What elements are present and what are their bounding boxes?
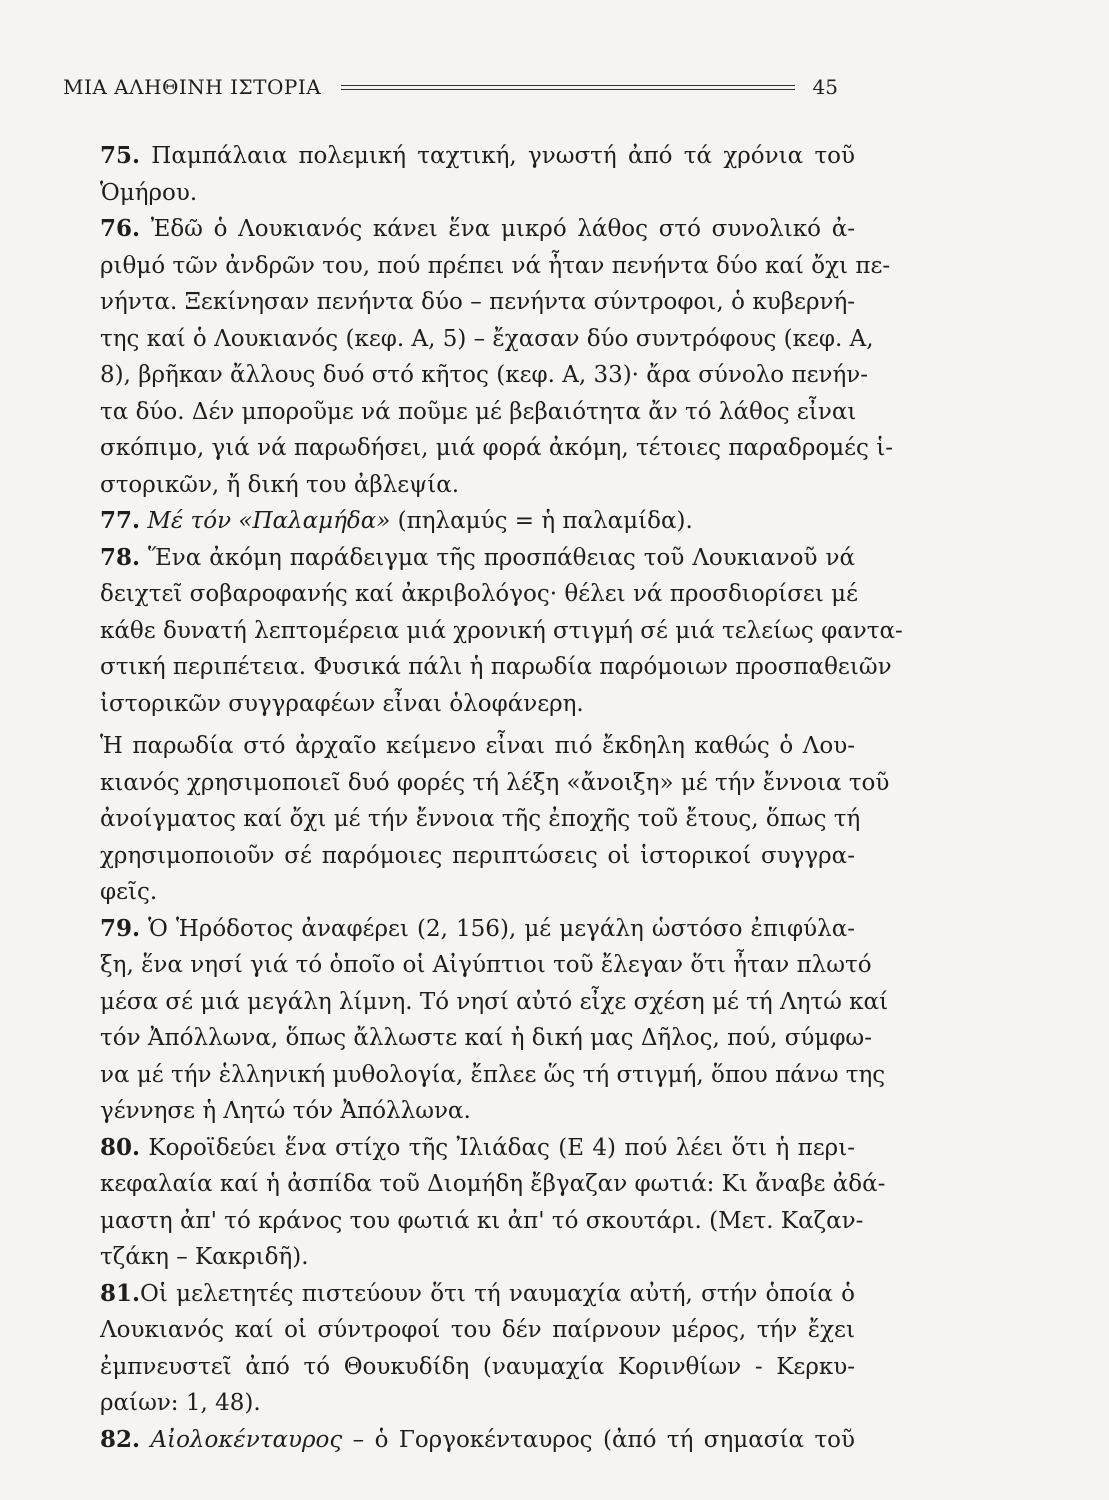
note-75-line-2: Ὁμήρου. [100,179,198,206]
note-75-line-1: 75. Παμπάλαια πολεμική ταχτική, γνωστή ἀπό τά χρόνια τοῦ [100,142,855,169]
note-number: 80. [100,1133,141,1161]
note-79-line-4: τόν Ἀπόλλωνα, ὅπως ἄλλωστε καί ἡ δική μας Δῆλος, πού, σύμφω- [100,1025,872,1051]
note-76-line-1: 76. Ἐδῶ ὁ Λουκιανός κάνει ἕνα μικρό λάθος στό συνολικό ἀ- [100,215,855,242]
note-76-line-3: νήντα. Ξεκίνησαν πενήντα δύο – πενήντα σύντροφοι, ὁ κυβερνή- [100,289,855,315]
note-78-line-5: ἱστορικῶν συγγραφέων εἶναι ὁλοφάνερη. [100,690,584,717]
note-78-p2-line-4: χρησιμοποιοῦν σέ παρόμοιες περιπτώσεις οἱ ἱστορικοί συγγρα- [100,842,855,869]
note-77-line-1: 77. Μέ τόν «Παλαμήδα» (πηλαμύς = ἡ παλαμίδα). [100,507,693,534]
note-78-p2-line-1: Ἡ παρωδία στό ἀρχαῖο κείμενο εἶναι πιό ἔκδηλη καθώς ὁ Λου- [100,733,855,759]
note-80-line-3: μαστη ἀπ' τό κράνος του φωτιά κι ἀπ' τό σκουτάρι. (Μετ. Καζαν- [100,1207,864,1234]
note-80-line-2: κεφαλαία καί ἡ ἀσπίδα τοῦ Διομήδη ἔβγαζαν φωτιά: Κι ἄναβε ἀδά- [100,1171,886,1197]
note-80-line-4: τζάκη – Κακριδῆ). [100,1244,309,1270]
note-80-line-1: 80. Κοροϊδεύει ἕνα στίχο τῆς Ἰλιάδας (Ε 4) πού λέει ὅτι ἡ περι- [100,1133,855,1161]
note-78-p2-line-3: ἀνοίγματος καί ὄχι μέ τήν ἔννοια τῆς ἐποχῆς τοῦ ἔτους, ὅπως τή [100,806,861,832]
note-78-line-2: δειχτεῖ σοβαροφανής καί ἀκριβολόγος· θέλει νά προσδιορίσει μέ [100,581,859,607]
note-82-italic: Αἰολοκένταυρος [140,1426,343,1453]
note-79-line-5: να μέ τήν ἑλληνική μυθολογία, ἔπλεε ὥς τή στιγμή, ὅπου πάνω της [100,1061,886,1088]
note-number: 77. [100,507,141,534]
notes-body [100,138,903,1458]
note-81-line-2: Λουκιανός καί οἱ σύντροφοί του δέν παίρνουν μέρος, τήν ἔχει [100,1317,855,1343]
note-number: 76. [100,215,141,242]
note-number: 79. [100,914,141,942]
note-81-line-4: ραίων: 1, 48). [100,1390,261,1416]
note-78-line-4: στική περιπέτεια. Φυσικά πάλι ἡ παρωδία παρόμοιων προσπαθειῶν [100,654,892,680]
note-76-line-4: της καί ὁ Λουκιανός (κεφ. Α, 5) – ἔχασαν δύο συντρόφους (κεφ. Α, [100,325,874,352]
note-76-line-7: σκόπιμο, γιά νά παρωδήσει, μιά φορά ἀκόμη, τέτοιες παραδρομές ἱ- [100,435,894,461]
note-78-p2-line-5: φεῖς. [100,879,158,905]
note-78-line-1: 78. Ἕνα ἀκόμη παράδειγμα τῆς προσπάθειας τοῦ Λουκιανοῦ νά [100,543,855,571]
note-81-line-1: 81.Οἱ μελετητές πιστεύουν ὅτι τή ναυμαχία αὐτή, στήν ὁποία ὁ [100,1279,855,1307]
running-header [63,72,838,102]
note-number: 78. [100,543,141,571]
header-rule [341,85,794,90]
note-number: 82. [100,1425,141,1453]
note-79-line-6: γέννησε ἡ Λητώ τόν Ἀπόλλωνα. [100,1098,471,1124]
note-76-line-2: ριθμό τῶν ἀνδρῶν του, πού πρέπει νά ἦταν πενήντα δύο καί ὄχι πε- [100,252,891,279]
note-76-line-5: 8), βρῆκαν ἄλλους δυό στό κῆτος (κεφ. Α, 33)· ἄρα σύνολο πενήν- [100,362,868,388]
note-77-italic: Μέ τόν «Παλαμήδα» [140,508,391,534]
note-79-line-3: μέσα σέ μιά μεγάλη λίμνη. Τό νησί αὐτό εἶχε σχέση μέ τή Λητώ καί [100,988,889,1015]
note-number: 81. [100,1279,141,1307]
note-81-line-3: ἐμπνευστεῖ ἀπό τό Θουκυδίδη (ναυμαχία Κορινθίων - Κερκυ- [100,1353,855,1380]
note-number: 75. [100,142,141,169]
note-76-line-8: στορικῶν, ἤ δική του ἀβλεψία. [100,471,460,498]
page-number: 45 [812,75,838,99]
note-78-p2-line-2: κιανός χρησιμοποιεῖ δυό φορές τή λέξη «ἄνοιξη» μέ τήν ἔννοια τοῦ [100,769,890,796]
note-79-line-2: ξη, ἕνα νησί γιά τό ὁποῖο οἱ Αἰγύπτιοι τοῦ ἔλεγαν ὅτι ἦταν πλωτό [100,952,872,978]
note-79-line-1: 79. Ὁ Ἡρόδοτος ἀναφέρει (2, 156), μέ μεγάλη ὡστόσο ἐπιφύλα- [100,914,855,942]
book-title: ΜΙΑ ΑΛΗΘΙΝΗ ΙΣΤΟΡΙΑ [63,75,322,99]
note-78-line-3: κάθε δυνατή λεπτομέρεια μιά χρονική στιγμή σέ μιά τελείως φαντα- [100,617,903,644]
note-82-line-1: 82. Αἰολοκένταυρος – ὁ Γοργοκένταυρος (ἀπό τή σημασία τοῦ [100,1425,855,1453]
note-76-line-6: τα δύο. Δέν μποροῦμε νά ποῦμε μέ βεβαιότητα ἄν τό λάθος εἶναι [100,398,857,425]
